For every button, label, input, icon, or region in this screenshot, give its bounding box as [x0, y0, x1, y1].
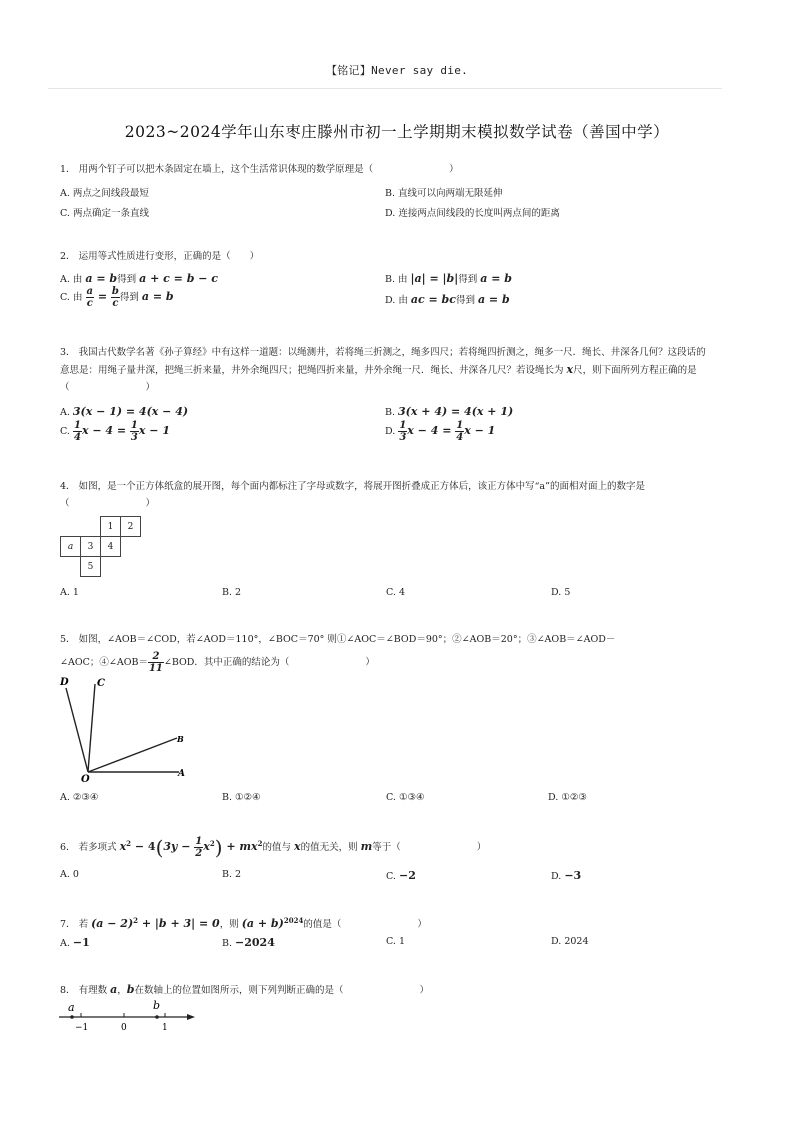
q8-stem: [60, 983, 429, 998]
q6-c-math: −2: [398, 869, 416, 882]
q3-c-frac1-den: 4: [73, 432, 81, 443]
q3-d-t2: x − 1: [464, 424, 496, 437]
q4-option-a: A. 1: [60, 587, 79, 598]
q3-c-frac1: [73, 420, 82, 443]
q5-stem2a: ∠AOC；④∠AOB＝: [60, 657, 148, 668]
q7-option-c: C. 1: [386, 936, 406, 947]
q6-e2: − 4: [131, 840, 156, 853]
q2-b-text1: B. 由: [385, 274, 411, 285]
q3-b-label: B.: [385, 407, 399, 418]
q6-v1: x: [294, 840, 301, 853]
ray-od: [66, 688, 88, 772]
point-a: [70, 1015, 74, 1019]
q2-stem: 2． 运用等式性质进行变形，正确的是（ ）: [60, 251, 260, 262]
q2-c-frac2-num: b: [111, 286, 119, 297]
q2-c-frac1: [86, 286, 94, 309]
q2-d-text1: D. 由: [385, 295, 411, 306]
q1-option-d: D. 连接两点间线段的长度叫两点间的距离: [385, 208, 560, 219]
q4-option-c: C. 4: [386, 587, 406, 598]
q7-stem2: ，则: [219, 919, 242, 931]
q3-d-frac1: [398, 420, 407, 443]
q6-option-c: [386, 869, 416, 882]
q2-a-math2: a + c = b − c: [139, 272, 218, 285]
q6-option-a: A. 0: [60, 869, 79, 880]
q5-option-a: A. ②③④: [60, 792, 99, 803]
label-a: A: [178, 769, 185, 779]
q2-a-math1: a = b: [85, 272, 118, 285]
q6-option-b: B. 2: [222, 869, 242, 880]
q6-c-label: C.: [386, 871, 399, 882]
point-b: [155, 1015, 159, 1019]
q2-a-text2: 得到: [117, 274, 140, 285]
label-b: b: [153, 999, 161, 1012]
q2-d-text2: 得到: [455, 295, 478, 306]
axis-arrow-icon: [187, 1014, 195, 1020]
q8-stem2: 在数轴上的位置如图所示，则下列判断正确的是（ ）: [134, 985, 429, 996]
label-a: a: [68, 1001, 75, 1014]
q6-frac-num: 1: [195, 836, 203, 847]
q6-v2: m: [360, 840, 373, 853]
q3-d-label: D.: [385, 426, 399, 437]
label-o: O: [81, 774, 90, 784]
q2-c-frac1-num: a: [86, 286, 93, 297]
q7-e3: (a + b): [241, 917, 284, 931]
q6-sup3: 2: [257, 838, 263, 848]
q2-a-text1: A. 由: [60, 274, 86, 285]
q1-stem: 1． 用两个钉子可以把木条固定在墙上，这个生活常识体现的数学原理是（ ）: [60, 164, 459, 175]
q3-stem-text2: 尺，则下面所列方程正确的是（ ）: [60, 365, 697, 393]
q6-option-d: [551, 869, 581, 882]
q3-stem-text1: 3． 我国古代数学名著《孙子算经》中有这样一道题：以绳测井，若将绳三折测之，绳多四尺；若将绳四折测之，绳多一尺．绳长、井深各几何？这段话的意思是：用绳子量井深，把绳三折来量，井外余绳四尺；把绳四折来量，井外余绳一尺．绳长、井深各几尺？若设绳长为: [60, 347, 706, 376]
q5-frac: [148, 651, 164, 674]
q2-d-math1: ac = bc: [410, 293, 456, 306]
tick-label-zero: 0: [121, 1023, 127, 1033]
q7-stem3: 的值是（ ）: [303, 919, 427, 931]
header-divider: [48, 88, 722, 89]
q3-c-frac2-num: 1: [130, 420, 138, 431]
net-cell: 4: [101, 537, 121, 557]
q6-stem1: 6． 若多项式: [60, 842, 120, 853]
q7-option-d: D. 2024: [551, 936, 589, 947]
q6-e3: 3y −: [163, 840, 195, 853]
net-cell: 3: [81, 537, 101, 557]
q3-option-b: [385, 405, 513, 418]
q6-stem2: 的值与: [262, 842, 294, 853]
q2-option-a: [60, 271, 218, 285]
q1-option-b: B. 直线可以向两端无限延伸: [385, 188, 503, 199]
q3-option-d: [385, 420, 495, 443]
q5-option-d: D. ①②③: [548, 792, 587, 803]
q2-c-frac2-den: c: [112, 298, 119, 309]
q6-frac: [194, 836, 203, 859]
q7-e1: (a − 2): [91, 917, 134, 931]
q8-v2: b: [126, 983, 135, 996]
page-title: 2023~2024学年山东枣庄滕州市初一上学期期末模拟数学试卷（善国中学）: [124, 123, 670, 141]
net-cell: a: [61, 537, 81, 557]
q3-c-frac1-num: 1: [73, 420, 81, 431]
q2-b-text2: 得到: [458, 274, 481, 285]
q3-c-t2: x − 1: [138, 424, 170, 437]
tick-label-minus-one: −1: [75, 1023, 89, 1033]
net-cell: 2: [121, 517, 141, 537]
q6-sup2: 2: [209, 838, 215, 848]
q3-d-frac1-den: 3: [399, 432, 407, 443]
q6-d-math: −3: [564, 869, 582, 882]
q3-c-label: C.: [60, 426, 73, 437]
q5-frac-den: 11: [148, 663, 163, 674]
q3-stem: [60, 344, 710, 396]
q6-stem: 6． 若多项式 $x^2 - 4(3y$ − $\frac{1}{2}$ $x^2) + mx^2$的值与 x的值无关，则 m等于（ ）: [60, 835, 487, 860]
q3-d-frac2-den: 4: [456, 432, 464, 443]
q2-c-frac1-den: c: [86, 298, 93, 309]
q7-stem1: 7． 若: [60, 919, 92, 931]
q3-option-c: [60, 420, 170, 443]
q7-sup2: 2024: [283, 916, 304, 925]
q3-a-label: A.: [60, 407, 73, 418]
cube-net-figure: [60, 516, 141, 577]
q3-d-frac2-num: 1: [456, 420, 464, 431]
q3-d-frac2: [455, 420, 464, 443]
q7-e2: + |b + 3| = 0: [138, 917, 220, 931]
q6-e4: x: [203, 840, 210, 853]
label-c: C: [97, 678, 105, 689]
q7-sup1: 2: [133, 916, 139, 925]
q3-a-expr: 3(x − 1) = 4(x − 4): [72, 405, 189, 418]
q3-option-a: [60, 405, 188, 418]
q7-option-b: [222, 936, 275, 949]
q3-c-t1: x − 4 =: [81, 424, 130, 437]
q2-b-math1: |a| = |b|: [410, 272, 459, 285]
q2-c-text1: C. 由: [60, 292, 86, 303]
label-d: D: [60, 677, 69, 688]
q6-stem3: 的值无关，则: [300, 842, 361, 853]
q7-b-label: B.: [222, 938, 236, 949]
q5-stem-line1: 5． 如图，∠AOB＝∠COD，若∠AOD＝110°，∠BOC＝70° 则①∠AOC＝∠BOD＝90°；②∠AOB＝20°；③∠AOB＝∠AOD－: [60, 634, 616, 645]
tick-label-one: 1: [162, 1023, 168, 1033]
q7-stem: [60, 914, 427, 932]
q2-option-d: [385, 292, 510, 306]
q7-option-a: [60, 936, 90, 949]
q7-a-math: −1: [72, 936, 90, 949]
q2-option-c: [60, 286, 174, 309]
q2-b-math2: a = b: [480, 272, 512, 285]
q5-stem2b: ∠BOD．其中正确的结论为（ ）: [163, 657, 375, 668]
q7-a-label: A.: [60, 938, 73, 949]
q6-stem4: 等于（ ）: [372, 842, 487, 853]
q1-option-a: A. 两点之间线段最短: [60, 188, 149, 199]
q2-option-b: [385, 271, 512, 285]
q4-stem: 4． 如图，是一个正方体纸盒的展开图，每个面内都标注了字母或数字，将展开图折叠成正方体后，该正方体中写“a”的面相对面上的数字是（ ）: [60, 481, 645, 509]
q8-stem1: 8． 有理数: [60, 985, 111, 996]
q7-b-math: −2024: [235, 936, 275, 949]
q4-option-d: D. 5: [551, 587, 571, 598]
q3-c-frac2-den: 3: [130, 432, 138, 443]
q2-c-text2: 得到: [119, 292, 142, 303]
q3-c-frac2: [130, 420, 139, 443]
q5-option-b: B. ①②④: [222, 792, 261, 803]
q2-c-math2: a = b: [141, 290, 174, 303]
net-cell: 5: [81, 557, 101, 577]
q5-frac-num: 2: [148, 651, 164, 663]
q3-b-expr: 3(x + 4) = 4(x + 1): [398, 405, 514, 418]
q3-d-t1: x − 4 =: [407, 424, 456, 437]
q1-option-c: C. 两点确定一条直线: [60, 208, 149, 219]
q5-stem-line2: [60, 651, 375, 674]
q2-c-frac2: [111, 286, 120, 309]
number-line-figure: [55, 998, 200, 1034]
angle-figure: [55, 674, 190, 784]
q3-var: x: [566, 363, 574, 376]
q6-frac-den: 2: [195, 848, 203, 859]
q3-d-frac1-num: 1: [399, 420, 407, 431]
q6-d-label: D.: [551, 871, 565, 882]
label-b: B: [177, 734, 184, 744]
ray-oc: [88, 684, 95, 772]
q2-c-eq: =: [93, 290, 111, 303]
q5-option-c: C. ①③④: [386, 792, 425, 803]
q2-d-math2: a = b: [477, 293, 510, 306]
q8-sep: ，: [117, 985, 127, 996]
q6-e5: + mx: [222, 840, 258, 853]
ray-ob: [88, 738, 177, 772]
net-cell: 1: [101, 517, 121, 537]
header-motto: 【铭记】Never say die.: [325, 64, 469, 77]
q8-v1: a: [110, 983, 118, 996]
q6-e1: x: [119, 840, 127, 853]
q6-sup1: 2: [126, 838, 132, 848]
q4-option-b: B. 2: [222, 587, 242, 598]
